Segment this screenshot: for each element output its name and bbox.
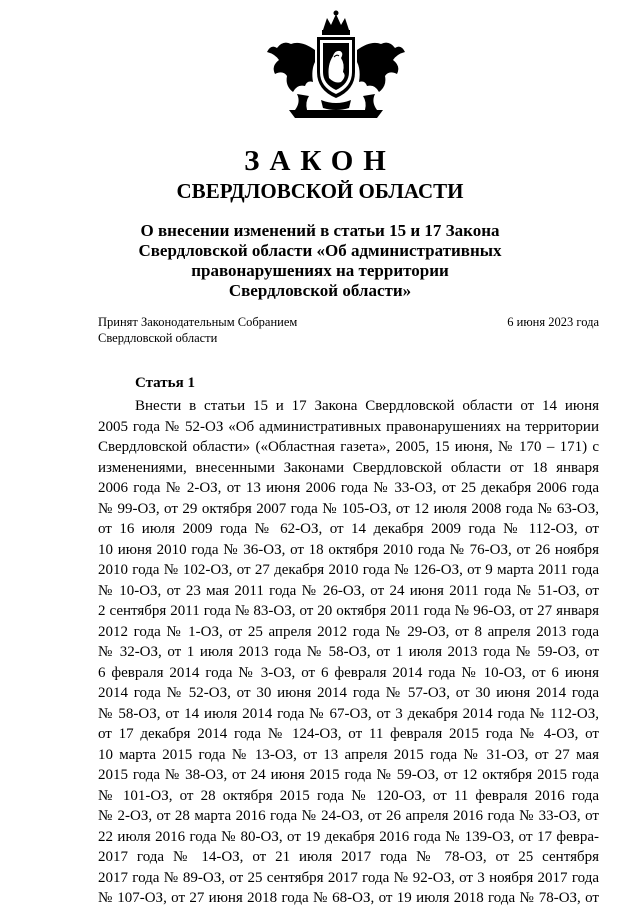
article-line: № 10-ОЗ, от 23 мая 2011 года № 26-ОЗ, от 24 июня 2011 года № 51-ОЗ, от xyxy=(98,582,599,599)
article-heading: Статья 1 xyxy=(135,375,195,391)
adopted-by-line: Принят Законодательным Собранием xyxy=(98,315,298,329)
article-line: от 16 июля 2009 года № 62-ОЗ, от 14 декабря 2009 года № 112-ОЗ, от xyxy=(98,521,599,537)
article-line: 2010 года № 102-ОЗ, от 27 декабря 2010 года № 126-ОЗ, от 9 марта 2011 года xyxy=(98,562,599,578)
article-body xyxy=(98,396,599,909)
article-line: 2015 года № 38-ОЗ, от 24 июня 2015 года № 59-ОЗ, от 12 октября 2015 года xyxy=(98,767,599,783)
article-line: № 2-ОЗ, от 28 марта 2016 года № 24-ОЗ, от 26 апреля 2016 года № 33-ОЗ, от xyxy=(98,808,599,824)
adoption-date: 6 июня 2023 года xyxy=(507,315,599,329)
article-line: от 17 декабря 2014 года № 124-ОЗ, от 11 февраля 2015 года № 4-ОЗ, от xyxy=(98,726,599,742)
article-line: 2017 года № 89-ОЗ, от 25 сентября 2017 года № 92-ОЗ, от 3 ноября 2017 года xyxy=(98,869,599,886)
article-line: 2017 года № 14-ОЗ, от 21 июля 2017 года № 78-ОЗ, от 25 сентября xyxy=(98,849,599,865)
law-title xyxy=(120,221,520,301)
law-title-line: Свердловской области «Об административных xyxy=(138,241,502,260)
article-line: № 99-ОЗ, от 29 октября 2007 года № 105-ОЗ, от 12 июля 2008 года № 63-ОЗ, xyxy=(98,500,599,517)
article-line: 2 сентября 2011 года № 83-ОЗ, от 20 октября 2011 года № 96-ОЗ, от 27 января xyxy=(98,603,599,619)
document-type-title: ЗАКОН xyxy=(244,145,396,177)
article-line: 10 марта 2015 года № 13-ОЗ, от 13 апреля 2015 года № 31-ОЗ, от 27 мая xyxy=(98,746,599,763)
article-line: 22 июля 2016 года № 80-ОЗ, от 19 декабря 2016 года № 139-ОЗ, от 17 февра- xyxy=(98,828,599,845)
law-title-line: О внесении изменений в статьи 15 и 17 Закона xyxy=(140,221,500,240)
article-line: № 107-ОЗ, от 27 июня 2018 года № 68-ОЗ, от 19 июля 2018 года № 78-ОЗ, от xyxy=(98,890,599,906)
article-line: 2014 года № 52-ОЗ, от 30 июня 2014 года № 57-ОЗ, от 30 июня 2014 года xyxy=(98,685,599,701)
article-line: № 32-ОЗ, от 1 июля 2013 года № 58-ОЗ, от 1 июля 2013 года № 59-ОЗ, от xyxy=(98,644,599,660)
coat-of-arms-icon xyxy=(261,10,411,122)
law-title-line: Свердловской области» xyxy=(228,281,412,300)
article-line: 2005 года № 52-ОЗ «Об административных правонарушениях на территории xyxy=(98,418,599,435)
article-line: № 58-ОЗ, от 14 июля 2014 года № 67-ОЗ, от 3 декабря 2014 года № 112-ОЗ, xyxy=(98,705,599,722)
article-line: 2006 года № 2-ОЗ, от 13 июня 2006 года № 33-ОЗ, от 25 декабря 2006 года xyxy=(98,480,599,496)
article-line: 10 июня 2010 года № 36-ОЗ, от 18 октября 2010 года № 76-ОЗ, от 26 ноября xyxy=(98,541,599,558)
article-line: Внести в статьи 15 и 17 Закона Свердловской области от 14 июня xyxy=(135,398,599,414)
adopted-by xyxy=(98,314,358,346)
article-line: Свердловской области» («Областная газета», 2005, 15 июня, № 170 – 171) с xyxy=(98,439,599,455)
law-title-line: правонарушениях на территории xyxy=(191,261,449,280)
adopted-by-line: Свердловской области xyxy=(98,331,218,345)
article-line: № 101-ОЗ, от 28 октября 2015 года № 120-ОЗ, от 11 февраля 2016 года xyxy=(98,787,599,804)
article-line: изменениями, внесенными Законами Свердловской области от 18 января xyxy=(98,459,599,476)
region-title: СВЕРДЛОВСКОЙ ОБЛАСТИ xyxy=(176,179,464,203)
article-line: 6 февраля 2014 года № 3-ОЗ, от 6 февраля 2014 года № 10-ОЗ, от 6 июня xyxy=(98,664,599,681)
article-line: 2012 года № 1-ОЗ, от 25 апреля 2012 года № 29-ОЗ, от 8 апреля 2013 года xyxy=(98,623,599,640)
